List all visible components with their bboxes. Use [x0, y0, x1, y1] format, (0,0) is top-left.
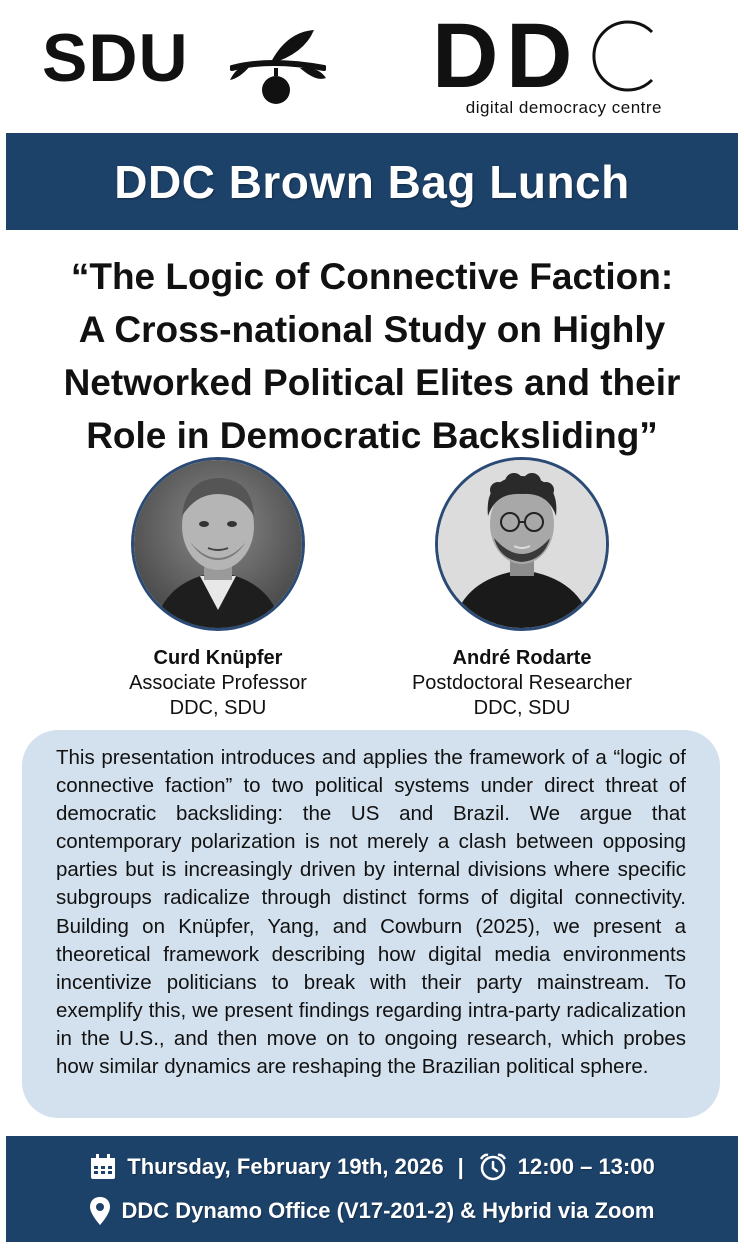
speaker-role: Postdoctoral Researcher [411, 672, 633, 694]
ddc-logo-letter: D [432, 5, 499, 107]
speaker-name: André Rodarte [452, 647, 592, 669]
speaker-affiliation: DDC, SDU [473, 697, 571, 719]
separator: | [457, 1154, 464, 1179]
talk-title-line: “The Logic of Connective Faction: [70, 256, 674, 297]
ddc-logo-letter: D [506, 5, 573, 107]
ddc-logo-c-arc [586, 16, 666, 96]
ddc-logo-subtitle: digital democracy centre [465, 98, 662, 117]
event-series-banner [6, 133, 738, 230]
apple-branch-icon [230, 28, 326, 104]
speaker-affiliation: DDC, SDU [169, 697, 267, 719]
event-time: 12:00 – 13:00 [517, 1154, 655, 1179]
event-date: Thursday, February 19th, 2026 [127, 1154, 444, 1179]
ddc-logo [430, 5, 690, 126]
speaker-card-1 [68, 646, 368, 721]
speaker-name: Curd Knüpfer [153, 647, 283, 669]
speaker-card-2 [372, 646, 672, 721]
location-pin-icon [89, 1196, 111, 1226]
portrait-image [134, 460, 302, 628]
talk-title-line: Networked Political Elites and their [63, 362, 681, 403]
speaker-photo-andre-rodarte [435, 457, 609, 631]
date-time-line [6, 1152, 738, 1182]
portrait-image [438, 460, 606, 628]
abstract-box [22, 730, 720, 1118]
sdu-logo [42, 14, 342, 104]
event-series-title: DDC Brown Bag Lunch [114, 155, 630, 208]
location-line [6, 1196, 738, 1226]
talk-title [20, 250, 724, 462]
talk-title-line: Role in Democratic Backsliding” [86, 415, 658, 456]
event-details-footer [6, 1136, 738, 1242]
talk-title-line: A Cross-national Study on Highly [78, 309, 666, 350]
abstract-text: This presentation introduces and applies the framework of a “logic of connective faction” to two political systems under direct threat of democratic backsliding: the US and Brazil. We argue that contemporary polarization is not merely a clash between opposing parties but is increasingly driven by internal divisions where specific subgroups radicalize through distinct forms of digital connectivity. Building on Knüpfer, Yang, and Cowburn (2025), we present a theoretical framework describing how digital media environments incentivize politicians to break with their party mainstream. To exemplify this, we present findings regarding intra-party radicalization in the U.S., and then move on to ongoing research, which probes how similar dynamics are reshaping the Brazilian political sphere. [56, 746, 686, 1079]
event-location: DDC Dynamo Office (V17-201-2) & Hybrid via Zoom [121, 1198, 655, 1223]
calendar-icon [89, 1153, 117, 1181]
speaker-role: Associate Professor [129, 672, 307, 694]
alarm-clock-icon [478, 1152, 508, 1182]
speaker-photo-curd-knupfer [131, 457, 305, 631]
sdu-logo-text: SDU [42, 20, 189, 96]
